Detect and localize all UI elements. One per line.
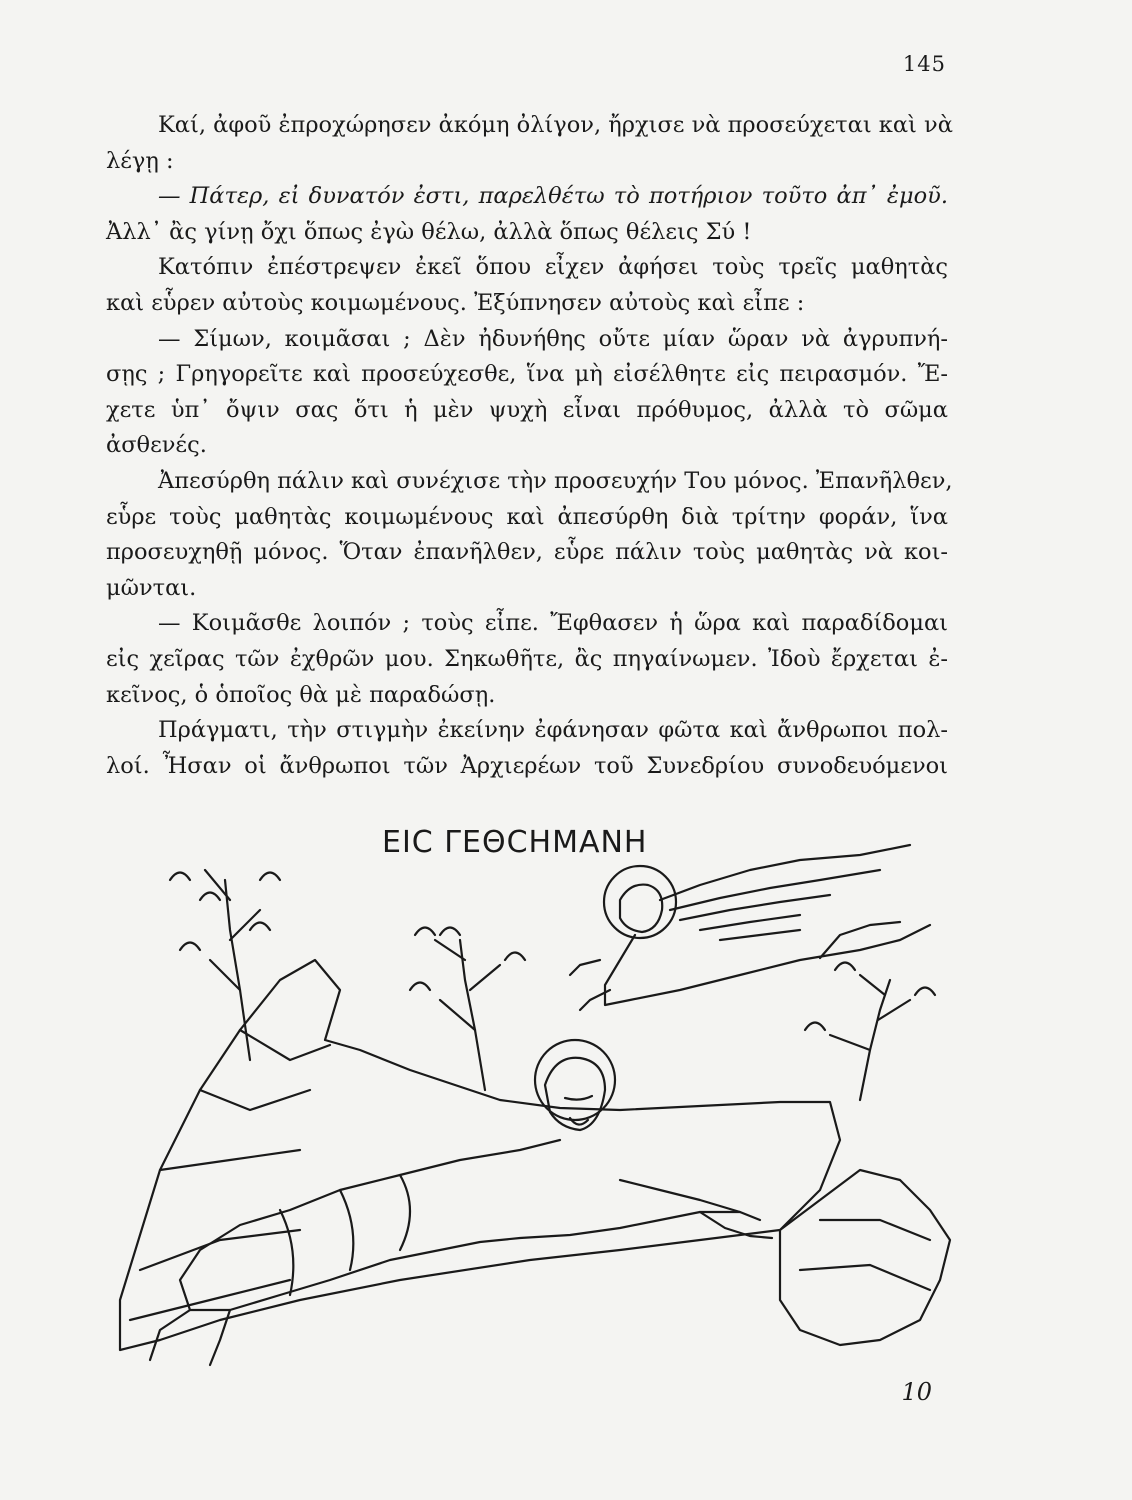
text-line: Πράγματι, τὴν στιγμὴν ἐκείνην ἐφάνησαν φῶτα καὶ ἄνθρωποι πολ- xyxy=(158,717,948,744)
signature-number: 10 xyxy=(901,1378,932,1406)
text-line: — Πάτερ, εἰ δυνατόν ἐστι, παρελθέτω τὸ ποτήριον τοῦτο ἀπ᾽ ἐμοῦ. xyxy=(158,183,948,210)
text-line: μῶνται. xyxy=(106,574,197,601)
text-line: εὗρε τοὺς μαθητὰς κοιμωμένους καὶ ἀπεσύρθη διὰ τρίτην φοράν, ἵνα xyxy=(106,503,948,530)
text-line: — Κοιμᾶσθε λοιπόν ; τοὺς εἶπε. Ἔφθασεν ἡ ὥρα καὶ παραδίδομαι xyxy=(158,610,948,637)
text-line: καὶ εὗρεν αὐτοὺς κοιμωμένους. Ἐξύπνησεν αὐτοὺς καὶ εἶπε : xyxy=(106,289,805,316)
page-number: 145 xyxy=(902,52,946,76)
text-line: προσευχηθῇ μόνος. Ὅταν ἐπανῆλθεν, εὗρε πάλιν τοὺς μαθητὰς νὰ κοι- xyxy=(106,539,948,566)
text-line: Ἀλλ᾽ ἂς γίνῃ ὄχι ὅπως ἐγὼ θέλω, ἀλλὰ ὅπως θέλεις Σύ ! xyxy=(106,218,752,245)
text-line: χετε ὑπ᾽ ὄψιν σας ὅτι ἡ μὲν ψυχὴ εἶναι πρόθυμος, ἀλλὰ τὸ σῶμα xyxy=(106,396,948,423)
text-line: σῃς ; Γρηγορεῖτε καὶ προσεύχεσθε, ἵνα μὴ εἰσέλθητε εἰς πειρασμόν. Ἔ- xyxy=(106,361,948,388)
rock-right xyxy=(780,1170,950,1345)
text-line: λοί. Ἦσαν οἱ ἄνθρωποι τῶν Ἀρχιερέων τοῦ Συνεδρίου συνοδευόμενοι xyxy=(106,752,948,779)
text-line: — Σίμων, κοιμᾶσαι ; Δὲν ἠδυνήθης οὔτε μίαν ὥραν νὰ ἀγρυπνή- xyxy=(158,325,948,352)
halo-angel xyxy=(604,866,676,938)
illustration-caption: ΕΙC ΓΕΘCΗΜΑΝΗ xyxy=(382,825,648,860)
body-text xyxy=(106,108,953,784)
text-line: Καί, ἀφοῦ ἐπροχώρησεν ἀκόμη ὀλίγον, ἤρχισε νὰ προσεύχεται καὶ νὰ xyxy=(158,112,953,138)
text-line: εἰς χεῖρας τῶν ἐχθρῶν μου. Σηκωθῆτε, ἂς πηγαίνωμεν. Ἰδοὺ ἔρχεται ἐ- xyxy=(106,645,948,672)
tree-right xyxy=(805,963,935,1101)
wing-angel xyxy=(660,845,910,900)
robe-christ xyxy=(180,1140,760,1310)
text-line: ἀσθενές. xyxy=(106,432,207,459)
text-line: λέγῃ : xyxy=(106,147,174,174)
gethsemane-illustration xyxy=(100,840,1060,1380)
text-line: Ἀπεσύρθη πάλιν καὶ συνέχισε τὴν προσευχήν Του μόνος. Ἐπανῆλθεν, xyxy=(158,467,953,494)
tree-center xyxy=(410,928,525,1091)
tree-left xyxy=(170,870,280,1060)
text-line: Κατόπιν ἐπέστρεψεν ἐκεῖ ὅπου εἶχεν ἀφήσει τοὺς τρεῖς μαθητὰς xyxy=(158,254,948,281)
text-line: κεῖνος, ὁ ὁποῖος θὰ μὲ παραδώσῃ. xyxy=(106,681,496,708)
rock-left xyxy=(120,960,840,1350)
